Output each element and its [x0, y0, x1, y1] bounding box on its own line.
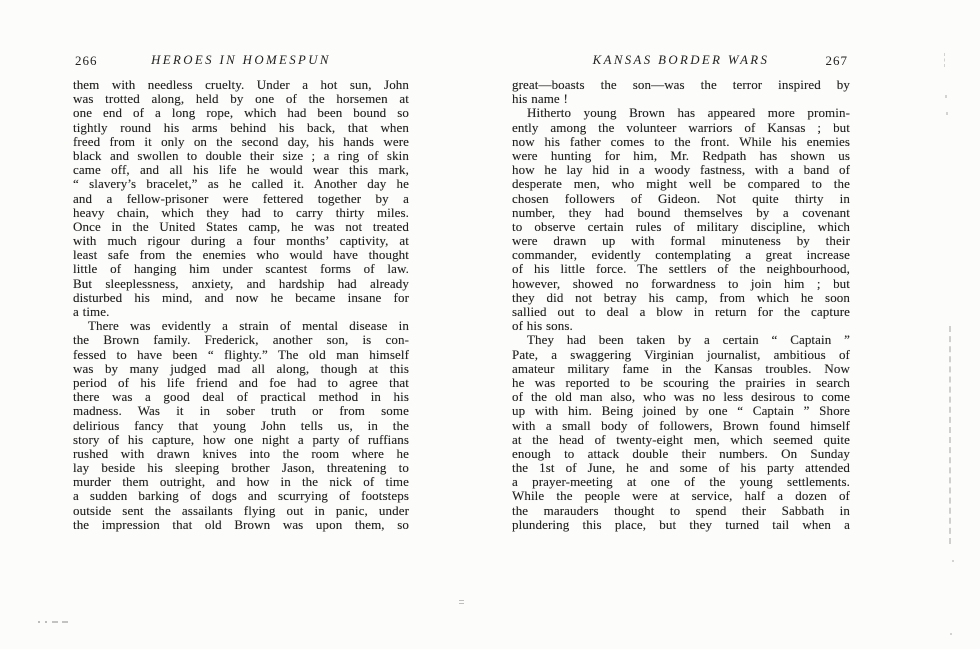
scan-artifact-dot [45, 621, 47, 623]
text-line: sallied out to deal a blow in return for the capture [512, 304, 850, 319]
scan-artifact-speck [950, 633, 952, 635]
left-running-title: HEROES IN HOMESPUN [151, 53, 331, 67]
text-line: little of hanging him under scantest forms of law. [73, 261, 409, 277]
scan-artifact-center-mark [459, 600, 464, 604]
text-line: great—boasts the son—was the terror inspired by [512, 77, 850, 92]
text-line: They had been taken by a certain “ Captain ” [527, 332, 850, 348]
left-page [73, 53, 409, 532]
text-line: a time. [73, 304, 110, 319]
text-line: heavy chain, which they had to carry thirty miles. [73, 204, 409, 220]
text-line: madness. Was it in sober truth or from some [73, 403, 409, 419]
text-line: “ slavery’s bracelet,” as he called it. Another day he [73, 176, 409, 192]
scan-artifact-bottom-left-marks [38, 620, 72, 624]
text-line: was trotted along, held by one of the horsemen at [73, 91, 409, 107]
scan-artifact-dot [38, 621, 40, 623]
text-line: how he lay hid in a woody fastness, with a band of [512, 162, 850, 178]
text-line: period of his life friend and foe had to agree that [73, 374, 409, 390]
text-line: ently among the volunteer warriors of Kansas ; but [512, 119, 850, 135]
right-text-column [512, 78, 850, 532]
text-line: of the old man also, who was no less desirous to come [512, 389, 850, 405]
left-page-number: 266 [75, 53, 98, 68]
text-line: fessed to have been “ flighty.” The old man himself [73, 346, 409, 362]
text-line: with much rigour during a four months’ captivity, at [73, 233, 409, 249]
text-line: lay beside his sleeping brother Jason, threatening to [73, 460, 409, 476]
scan-artifact-speck [944, 53, 945, 67]
text-line: there was a good deal of practical method in his [73, 389, 409, 405]
text-line: Once in the United States camp, he was not treated [73, 218, 409, 234]
text-line: enough to attack double their numbers. On Sunday [512, 445, 850, 461]
text-line: commander, evidently contemplating a great increase [512, 247, 850, 263]
text-line: least safe from the enemies who would have thought [73, 247, 409, 263]
text-line: them with needless cruelty. Under a hot sun, John [73, 77, 409, 92]
text-line: one end of a long rope, which had been bound so [73, 105, 409, 121]
text-line: outside sent the assailants flying out in panic, under [73, 502, 409, 518]
text-line: a prayer-meeting at one of the young settlements. [512, 474, 850, 490]
scan-artifact-speck [952, 560, 954, 562]
text-line: rushed with drawn knives into the room where he [73, 445, 409, 461]
text-line: number, they had bound themselves by a covenant [512, 204, 850, 220]
text-line: disturbed his mind, and now he became insane for [73, 289, 409, 305]
text-line: he was reported to be scouring the prairies in search [512, 374, 850, 390]
scan-artifact-speck [946, 112, 948, 115]
text-line: of his little force. The settlers of the neighbourhood, [512, 261, 850, 277]
text-line: freed from it only on the second day, his hands were [73, 133, 409, 149]
text-line: the impression that old Brown was upon them, so [73, 516, 409, 532]
text-line: plundering this place, but they turned tail when a [512, 516, 850, 532]
right-page [512, 53, 850, 532]
text-line: Hitherto young Brown has appeared more promin- [527, 105, 850, 121]
text-line: There was evidently a strain of mental disease in [88, 318, 409, 334]
text-line: delirious fancy that young John tells us, in the [73, 417, 409, 433]
text-line: his name ! [512, 91, 568, 107]
text-line: black and swollen to double their size ; a ring of skin [73, 147, 409, 163]
text-line: chosen followers of Gideon. Not quite thirty in [512, 190, 850, 206]
text-line: But sleeplessness, anxiety, and hardship had already [73, 275, 409, 291]
scan-artifact-speck [945, 95, 947, 98]
text-line: a sudden barking of dogs and scurrying of footsteps [73, 488, 409, 504]
text-line: amateur military fame in the Kansas troubles. Now [512, 360, 850, 376]
scan-artifact-dash [52, 621, 58, 623]
text-line: they did not betray his camp, from which he soon [512, 289, 850, 305]
text-line: up with him. Being joined by one “ Captain ” Shore [512, 403, 850, 419]
text-line: with a small body of followers, Brown found himself [512, 417, 850, 433]
text-line: were drawn up with formal minuteness by their [512, 233, 850, 249]
text-line: murder them outright, and how in the nick of time [73, 474, 409, 490]
text-line: the marauders thought to spend their Sabbath in [512, 502, 850, 518]
text-line: story of his capture, how one night a party of ruffians [73, 431, 409, 447]
text-line: to observe certain rules of military discipline, which [512, 218, 850, 234]
right-page-header [512, 53, 850, 68]
right-running-title: KANSAS BORDER WARS [592, 53, 770, 67]
text-line: Pate, a swaggering Virginian journalist, ambitious of [512, 346, 850, 362]
text-line: the Brown family. Frederick, another son, is con- [73, 332, 409, 348]
text-line: While the people were at service, half a dozen of [512, 488, 850, 504]
text-line: of his sons. [512, 318, 573, 334]
text-line: desperate men, who might well be compared to the [512, 176, 850, 192]
text-line: tightly round his arms behind his back, that when [73, 119, 409, 135]
text-line: now his father comes to the front. While his enemies [512, 133, 850, 149]
text-line: the 1st of June, he and some of his party attended [512, 460, 850, 476]
right-page-number: 267 [825, 53, 848, 68]
text-line: came off, and all his life he would wear this mark, [73, 162, 409, 178]
left-page-header [73, 53, 409, 68]
left-text-column [73, 78, 409, 532]
text-line: and a fellow-prisoner were fettered together by a [73, 190, 409, 206]
scan-artifact-dash [62, 621, 68, 623]
text-line: at the head of twenty-eight men, which seemed quite [512, 431, 850, 447]
text-line: however, showed no forwardness to join him ; but [512, 275, 850, 291]
text-line: was by many judged mad all along, though at this [73, 360, 409, 376]
scan-artifact-right-edge-line [949, 326, 951, 544]
text-line: were hunting for him, Mr. Redpath has shown us [512, 147, 850, 163]
